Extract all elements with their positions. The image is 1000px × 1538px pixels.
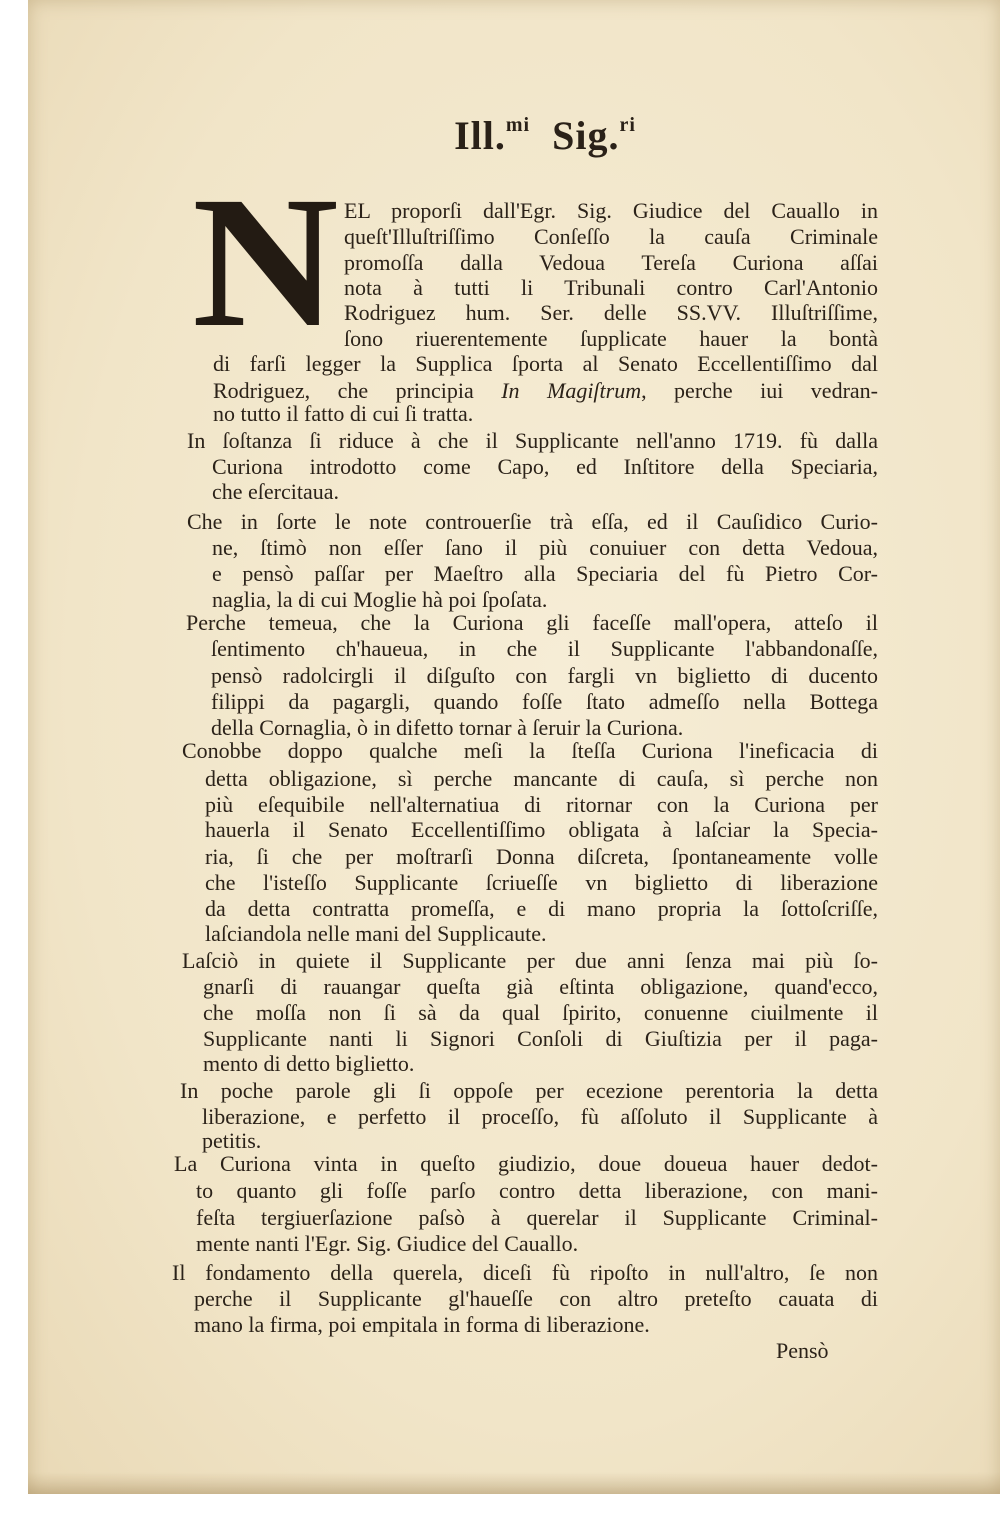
text-line: che l'isteſſo Supplicante ſcriueſſe vn biglietto di liberazione	[205, 870, 878, 895]
text-line: più eſequibile nell'alternatiua di ritornar con la Curiona per	[205, 792, 878, 817]
text-line: e pensò paſſar per Maeſtro alla Speciaria del fù Pietro Cor-	[212, 561, 878, 586]
text-line: mento di detto biglietto.	[203, 1051, 415, 1076]
text-line: naglia, la di cui Moglie hà poi ſpoſata.	[212, 587, 548, 612]
text-line: In ſoſtanza ſi riduce à che il Supplicante nell'anno 1719. fù dalla	[187, 428, 878, 453]
text-line: liberazione, e perfetto il proceſſo, fù aſſoluto il Supplicante à	[202, 1104, 878, 1129]
text-line: nota à tutti li Tribunali contro Carl'Antonio	[344, 275, 878, 300]
text-line: La Curiona vinta in queſto giudizio, doue doueua hauer dedot-	[174, 1151, 878, 1176]
text-line: perche il Supplicante gl'haueſſe con altro preteſto cauata di	[194, 1286, 878, 1311]
text-line: della Cornaglia, ò in difetto tornar à ſeruir la Curiona.	[211, 715, 684, 740]
catchword: Pensò	[776, 1338, 829, 1363]
text-line: Che in ſorte le note controuerſie trà eſſa, ed il Cauſidico Curio-	[187, 509, 878, 534]
text-line: ne, ſtimò non eſſer ſano il più conuiuer con detta Vedoua,	[212, 535, 878, 560]
text-line: petitis.	[202, 1128, 262, 1153]
text-line: gnarſi di rauangar queſta già eſtinta obligazione, quand'ecco,	[203, 974, 878, 999]
latin-incipit: In Magiſtrum	[501, 378, 642, 403]
text-line: Il fondamento della querela, diceſi fù ripoſto in null'altro, ſe non	[172, 1260, 878, 1285]
text-line: EL proporſi dall'Egr. Sig. Giudice del Cauallo in	[344, 198, 878, 223]
text-line: feſta tergiuerſazione paſsò à querelar il Supplicante Criminal-	[196, 1205, 878, 1230]
text-line: promoſſa dalla Vedoua Tereſa Curiona aſſai	[344, 250, 878, 275]
text-line: Curiona introdotto come Capo, ed Inſtitore della Speciaria,	[212, 454, 878, 479]
title-superscript: ri	[619, 114, 636, 136]
text-line: to quanto gli foſſe parſo contro detta liberazione, con mani-	[196, 1178, 878, 1203]
text-line: da detta contratta promeſſa, e di mano propria la ſottoſcriſſe,	[205, 896, 878, 921]
text-line: ſentimento ch'haueua, in che il Supplicante l'abbandonaſſe,	[211, 636, 878, 661]
text-line: detta obligazione, sì perche mancante di cauſa, sì perche non	[205, 766, 878, 791]
text-line: laſciandola nelle mani del Supplicaute.	[205, 921, 547, 946]
text-line: Supplicante nanti li Signori Conſoli di Giuſtizia per il paga-	[203, 1026, 878, 1051]
title-text: Ill.	[454, 113, 506, 158]
text-line: ria, ſi che per moſtrarſi Donna diſcreta, ſpontaneamente volle	[205, 844, 878, 869]
text-line: hauerla il Senato Eccellentiſſimo obligata à laſciar la Specia-	[205, 817, 878, 842]
text-line: ſono riuerentemente ſupplicate hauer la bontà	[344, 326, 878, 351]
title-text: Sig.	[552, 113, 620, 158]
drop-cap: N	[192, 157, 339, 366]
text-line: che moſſa non ſi sà da qual ſpirito, conuenne ciuilmente il	[203, 1000, 878, 1025]
text-line: mente nanti l'Egr. Sig. Giudice del Cauallo.	[196, 1231, 579, 1256]
text-line: pensò radolcirgli il diſguſto con fargli vn biglietto di ducento	[211, 663, 878, 688]
text-line: Laſciò in quiete il Supplicante per due anni ſenza mai più ſo-	[182, 948, 878, 973]
page-title	[0, 112, 1000, 159]
text-line: Conobbe doppo qualche meſi la ſteſſa Curiona l'ineficacia di	[182, 738, 878, 763]
text-line: In poche parole gli ſi oppoſe per ecezione perentoria la detta	[180, 1078, 878, 1103]
text-line: Rodriguez hum. Ser. delle SS.VV. Illuſtriſſime,	[344, 300, 878, 325]
text-line: no tutto il fatto di cui ſi tratta.	[213, 401, 474, 426]
text-line: Rodriguez, che principia In Magiſtrum, perche iui vedran-	[213, 378, 878, 403]
text-line: di farſi legger la Supplica ſporta al Senato Eccellentiſſimo dal	[213, 351, 878, 376]
text-line: mano la firma, poi empitala in forma di liberazione.	[194, 1312, 650, 1337]
text-line: che eſercitaua.	[212, 479, 340, 504]
text-line: filippi da pagargli, quando foſſe ſtato admeſſo nella Bottega	[211, 689, 878, 714]
text-line: queſt'Illuſtriſſimo Conſeſſo la cauſa Criminale	[344, 224, 878, 249]
title-superscript: mi	[505, 114, 531, 136]
text-line: Perche temeua, che la Curiona gli faceſſe mall'opera, atteſo il	[186, 610, 878, 635]
